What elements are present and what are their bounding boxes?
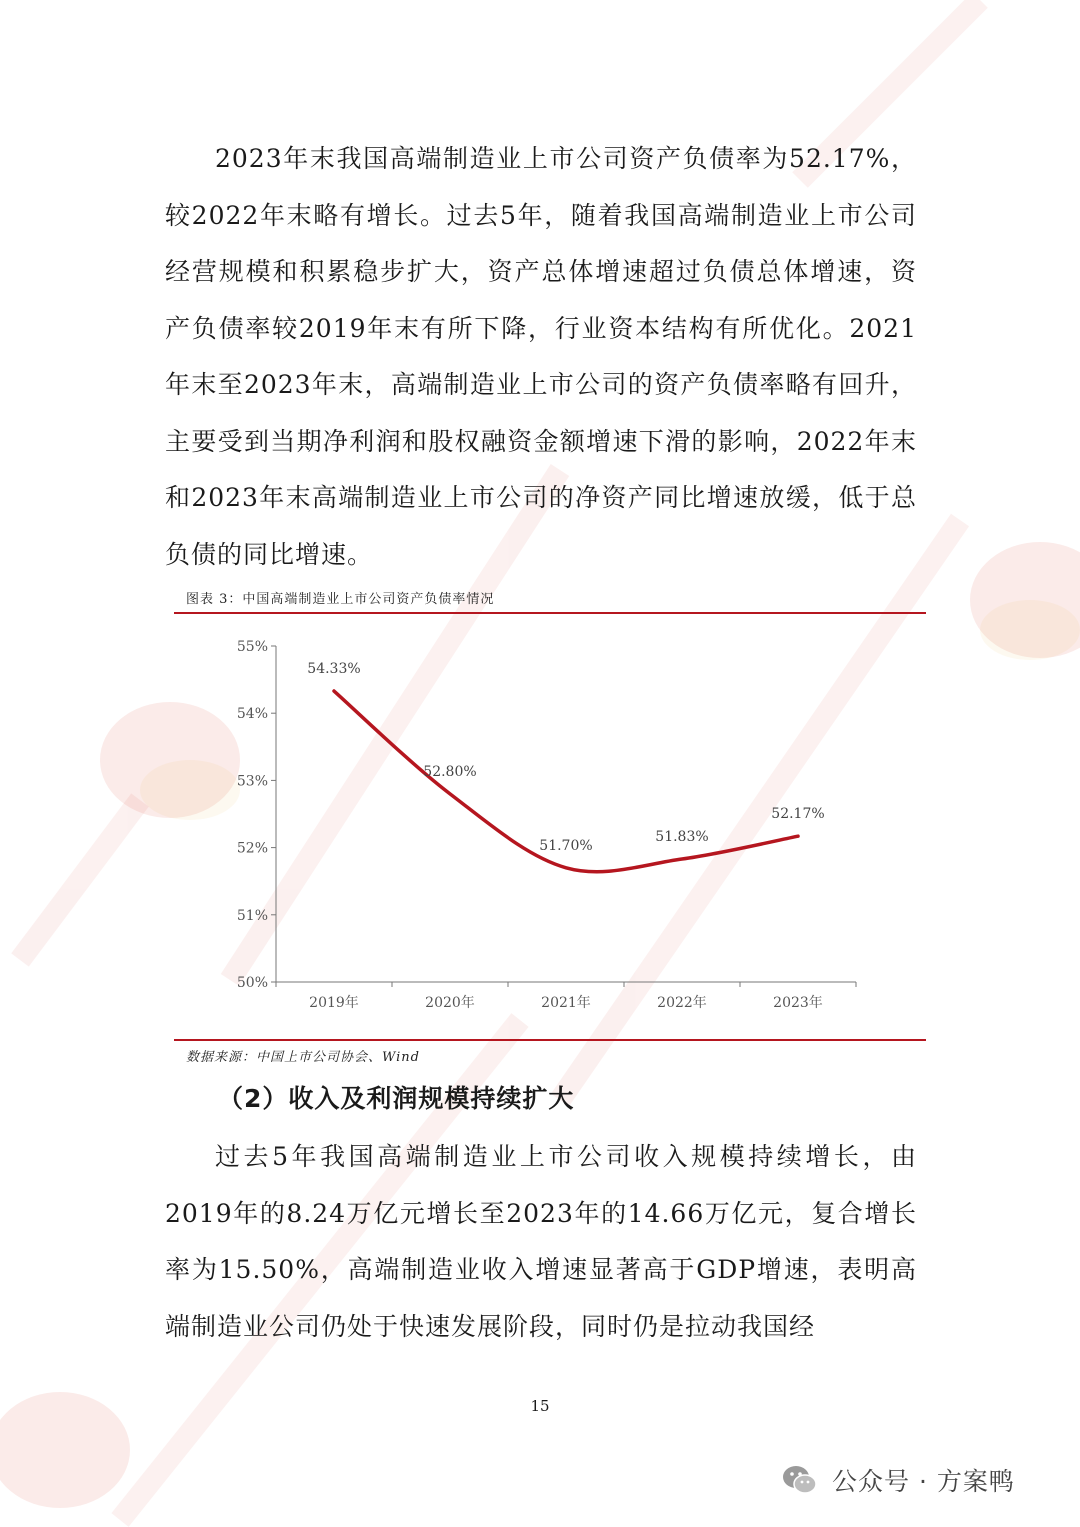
data-label: 51.83% (655, 829, 709, 846)
wechat-footer[interactable] (780, 1460, 1015, 1500)
body-paragraph-2: 过去5年我国高端制造业上市公司收入规模持续增长，由2019年的8.24万亿元增长至2023年的14.66万亿元，复合增长率为15.50%，高端制造业收入增速显著高于GDP增速，表明高端制造业公司仍处于快速发展阶段，同时仍是拉动我国经 (165, 1142, 917, 1341)
x-tick-label: 2023年 (773, 995, 823, 1011)
y-tick-label: 52% (236, 840, 268, 857)
data-label: 52.17% (771, 806, 825, 823)
y-tick-label: 50% (236, 975, 268, 991)
page-number: 15 (530, 1397, 550, 1415)
x-tick-label: 2019年 (309, 995, 359, 1011)
y-tick-label: 53% (236, 773, 268, 790)
y-tick-label: 55% (236, 639, 268, 655)
y-tick-label: 54% (236, 706, 268, 723)
chart-bottom-rule (174, 1039, 926, 1041)
chart-top-rule (174, 612, 926, 614)
x-tick-label: 2021年 (541, 995, 591, 1011)
section-heading: （2）收入及利润规模持续扩大 (218, 1084, 575, 1113)
figure-caption: 图表 3：中国高端制造业上市公司资产负债率情况 (186, 592, 495, 607)
source-note: 数据来源：中国上市公司协会、Wind (186, 1050, 420, 1065)
data-label: 51.70% (539, 837, 593, 854)
y-tick-label: 51% (236, 907, 268, 924)
x-tick-label: 2020年 (425, 995, 475, 1011)
wechat-icon (780, 1460, 820, 1500)
account-label: 公众号 · 方案鸭 (832, 1467, 1015, 1496)
debt-ratio-line-chart (174, 622, 926, 1032)
body-paragraph-1: 2023年末我国高端制造业上市公司资产负债率为52.17%，较2022年末略有增长。过去5年，随着我国高端制造业上市公司经营规模和积累稳步扩大，资产总体增速超过负债总体增速，资产负债率较2019年末有所下降，行业资本结构有所优化。2021年末至2023年末，高端制造业上市公司的资产负债率略有回升，主要受到当期净利润和股权融资金额增速下滑的影响，2022年末和2023年末高端制造业上市公司的净资产同比增速放缓，低于总负债的同比增速。 (165, 144, 917, 569)
x-tick-label: 2022年 (657, 995, 707, 1011)
data-label: 54.33% (307, 661, 361, 678)
data-label: 52.80% (423, 763, 477, 780)
